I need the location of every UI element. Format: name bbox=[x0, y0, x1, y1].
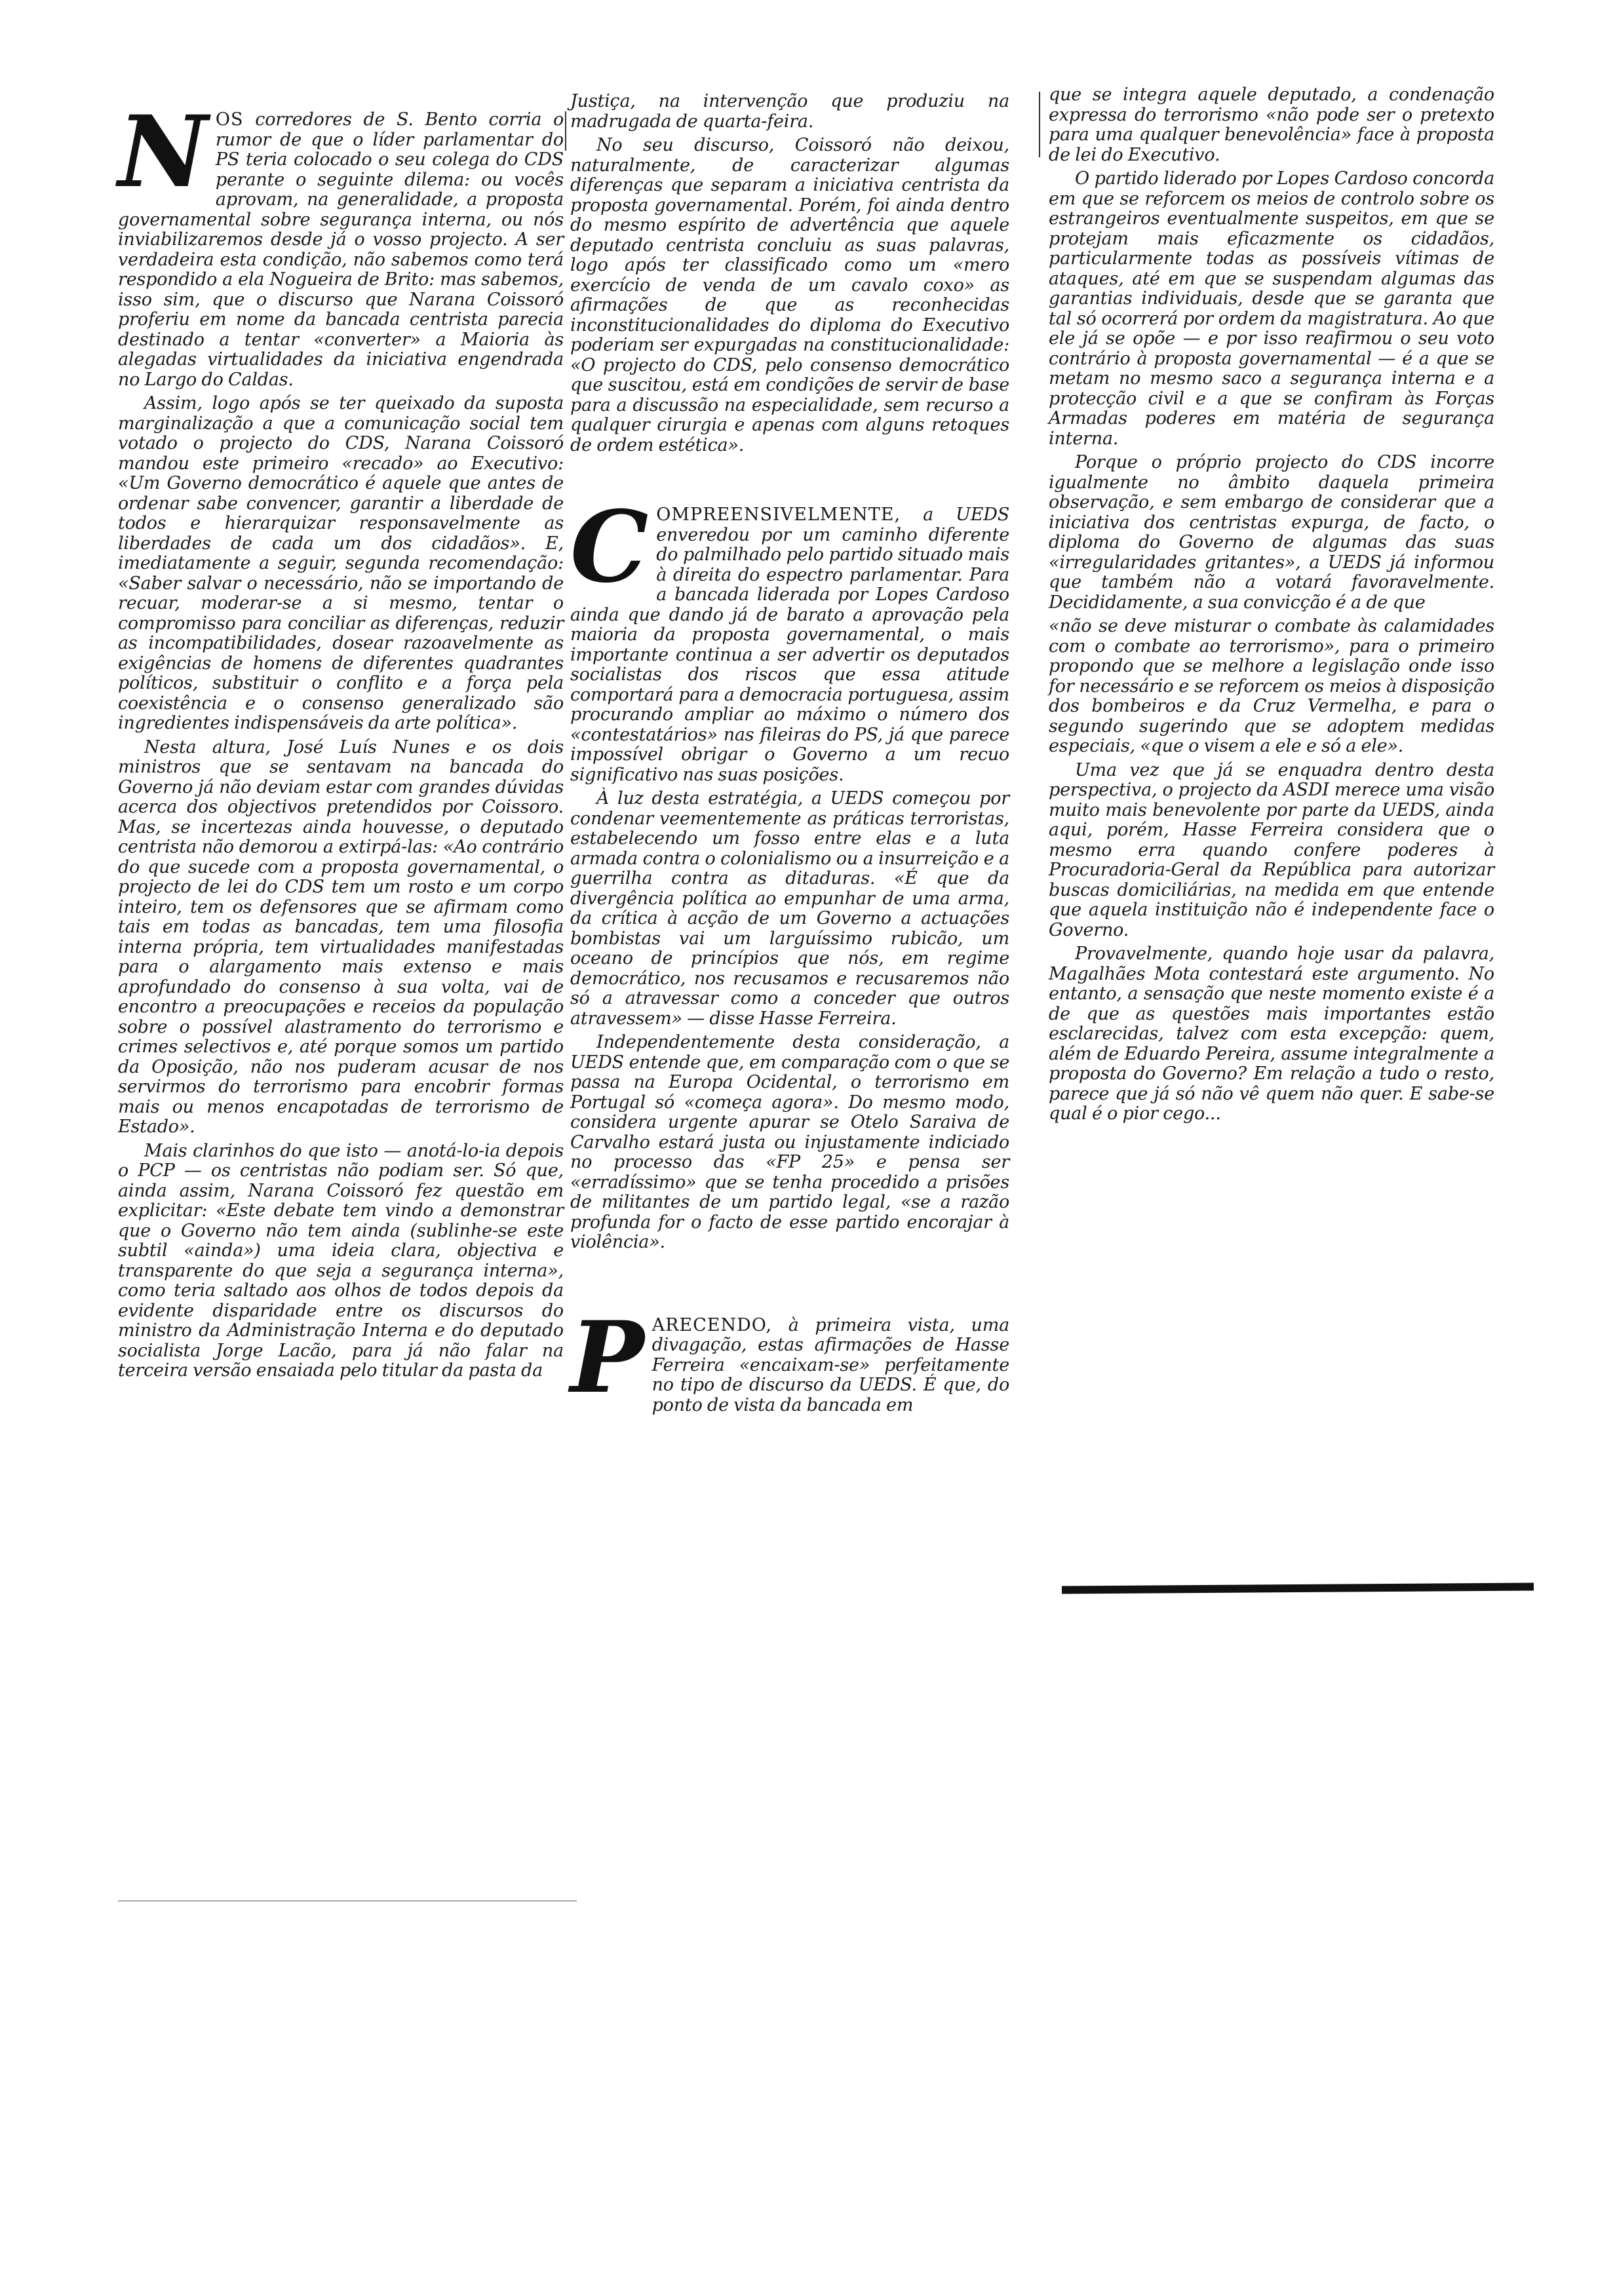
paragraph-text: à primeira vista, uma divagação, estas afirmações de Hasse Ferreira «encaixam-se» perfeitamente no tipo de discurso da UEDS. É que, do ponto de vista da bancada em bbox=[652, 1314, 1009, 1415]
paragraph: Provavelmente, quando hoje usar da palavra, Magalhães Mota contestará este argumento. No entanto, a sensação que neste momento existe é a de que as questões mais importantes estão esclarecidas, talvez com esta excepção: quem, além de Eduardo Pereira, assume integralmente a proposta do Governo? Em relação a tudo o resto, parece que já só não vê quem não quer. E sabe-se qual é o pior cego... bbox=[1049, 944, 1494, 1124]
drop-cap: C bbox=[570, 489, 649, 605]
column-2 bbox=[570, 92, 1009, 1419]
paragraph: No seu discurso, Coissoró não deixou, naturalmente, de caracterizar algumas diferenças que separam a iniciativa centrista da proposta governamental. Porém, foi ainda dentro do mesmo espírito de advertência que aquele deputado centrista concluiu as suas palavras, logo após ter classificado como um «mero exercício de venda de um cavalo coxo» as afirmações de que as reconhecidas inconstitucionalidades do diploma do Executivo poderiam ser expurgadas na constitucionalidade: «O projecto do CDS, pelo consenso democrático que suscitou, está em condições de servir de base para a discussão na especialidade, sem recurso a qualquer cirurgia e apenas com alguns retoques de ordem estética». bbox=[570, 135, 1009, 455]
end-rule bbox=[1062, 1582, 1534, 1594]
lead-in: OMPREENSIVELMENTE, bbox=[656, 505, 901, 525]
paragraph bbox=[118, 94, 564, 390]
paragraph bbox=[570, 489, 1009, 785]
paragraph: Assim, logo após se ter queixado da suposta marginalização a que a comunicação social tem votado o projecto do CDS, Narana Coissoró mandou este primeiro «recado» ao Executivo: «Um Governo democrático é aquele que antes de ordenar sabe convencer, garantir a liberdade de todos e hierarquizar responsavelmente as liberdades de cada um dos cidadãos». E, imediatamente a seguir, segunda recomendação: «Saber salvar o necessário, não se importando de recuar, moderar-se a si mesmo, tentar o compromisso para conciliar as diferenças, reduzir as incompatibilidades, dosear razoavelmente as exigências de homens de diferentes quadrantes políticos, substituir o conflito e a força pela coexistência e o consenso generalizado são ingredientes indispensáveis da arte política». bbox=[118, 393, 564, 733]
column-1 bbox=[118, 94, 564, 1385]
paragraph: que se integra aquele deputado, a condenação expressa do terrorismo «não pode ser o pretexto para uma qualquer benevolência» face à proposta de lei do Executivo. bbox=[1049, 85, 1494, 165]
paragraph: Mais clarinhos do que isto — anotá-lo-ia depois o PCP — os centristas não podiam ser. Só que, ainda assim, Narana Coissoró fez questão em explicitar: «Este debate tem vindo a demonstrar que o Governo não tem ainda (sublinhe-se este subtil «ainda») uma ideia clara, objectiva e transparente do que seja a segurança interna», como teria saltado aos olhos de todos depois da evidente disparidade entre os discursos do ministro da Administração Interna e do deputado socialista Jorge Lacão, para já não falar na terceira versão ensaiada pelo titular da pasta da bbox=[118, 1140, 564, 1381]
paragraph bbox=[570, 1299, 1009, 1416]
drop-cap: N bbox=[118, 94, 208, 210]
paragraph-text: corredores de S. Bento corria o rumor de que o líder parlamentar do PS teria colocado o seu colega do CDS perante o seguinte dilema: ou vocês aprovam, na generalidade, a proposta governamental sobre segurança interna, ou nós inviabilizaremos desde já o vosso projecto. A ser verdadeira esta condição, não sabemos como terá respondido a ela Nogueira de Brito: mas sabemos, isso sim, que o discurso que Narana Coissoró proferiu em nome da bancada centrista parecia destinado a tentar «converter» a Maioria às alegadas virtualidades da iniciativa engendrada no Largo do Caldas. bbox=[118, 109, 564, 390]
paragraph: Uma vez que já se enquadra dentro desta perspectiva, o projecto da ASDI merece uma visão muito mais benevolente por parte da UEDS, ainda aqui, porém, Hasse Ferreira considera que o mesmo erra quando confere poderes à Procuradoria-Geral da República para autorizar buscas domiciliárias, na medida em que entende que aquela instituição não é independente face o Governo. bbox=[1049, 759, 1494, 940]
drop-cap: P bbox=[570, 1299, 644, 1415]
paragraph: Porque o próprio projecto do CDS incorre igualmente no âmbito daquela primeira observação, e sem embargo de considerar que a iniciativa dos centristas expurga, de facto, o diploma do Governo de algumas das suas «irregularidades gritantes», a UEDS já informou que também não a votará favoravelmente. Decididamente, a sua convicção é a de que bbox=[1049, 452, 1494, 613]
lead-in: ARECENDO, bbox=[652, 1314, 772, 1335]
lead-in: OS bbox=[215, 109, 244, 130]
scan-edge bbox=[118, 1900, 577, 1902]
paragraph-text: a UEDS enveredou por um caminho diferente do palmilhado pelo partido situado mais à direita do espectro parlamentar. Para a bancada liderada por Lopes Cardoso ainda que dando já de barato a aprovação pela maioria da proposta governamental, o mais importante continua a ser advertir os deputados socialistas dos riscos que essa atitude comportará para a democracia portuguesa, assim procurando ampliar ao máximo o número dos «contestatários» nas fileiras do PS, já que parece impossível obrigar o Governo a um recuo significativo nas suas posições. bbox=[570, 505, 1009, 785]
paragraph: O partido liderado por Lopes Cardoso concorda em que se reforcem os meios de controlo sobre os estrangeiros eventualmente suspeitos, em que se protejam mais eficazmente os cidadãos, particularmente todas as possíveis vítimas de ataques, até em que se suspendam algumas das garantias individuais, desde que se garanta que tal só ocorrerá por ordem da magistratura. Ao que ele já se opõe — e por isso reafirmou o seu voto contrário à proposta governamental — é a que se metam no mesmo saco a segurança interna e a protecção civil e a que se confiram às Forças Armadas poderes em matéria de segurança interna. bbox=[1049, 168, 1494, 449]
paragraph: Nesta altura, José Luís Nunes e os dois ministros que se sentavam na bancada do Governo já não deviam estar com grandes dúvidas acerca dos objectivos pretendidos por Coissoro. Mas, se incertezas ainda houvesse, o deputado centrista não demorou a extirpá-las: «Ao contrário do que sucede com a proposta governamental, o projecto de lei do CDS tem um rosto e um corpo inteiro, tem os defensores que se afirmam como tais em todas as bancadas, tem uma filosofia interna própria, tem virtualidades manifestadas para o alargamento mais extenso e mais aprofundado do consenso à sua volta, vai de encontro a preocupações e receios da população sobre o possível alastramento do terrorismo e crimes selectivos e, até porque somos um partido da Oposição, não nos puderam acusar de nos servirmos do terrorismo para encobrir formas mais ou menos encapotadas de terrorismo de Estado». bbox=[118, 737, 564, 1137]
paragraph: «não se deve misturar o combate às calamidades com o combate ao terrorismo», para o primeiro propondo que se melhore a legislação onde isso for necessário e se reforcem os meios à disposição dos bombeiros e da Cruz Vermelha, e para o segundo sugerindo que se adoptem medidas especiais, «que o visem a ele e só a ele». bbox=[1049, 616, 1494, 756]
paragraph: À luz desta estratégia, a UEDS começou por condenar veementemente as práticas terroristas, estabelecendo um fosso entre elas e a luta armada contra o colonialismo ou a insurreição e a guerrilha contra as ditaduras. «É que da divergência política ao empunhar de uma arma, da crítica à acção de um Governo a actuações bombistas vai um larguíssimo rubicão, um oceano de princípios que nós, em regime democrático, nos recusamos e recusaremos não só a atravessar como a conceder que outros atravessem» — disse Hasse Ferreira. bbox=[570, 788, 1009, 1029]
paragraph: Justiça, na intervenção que produziu na madrugada de quarta-feira. bbox=[570, 91, 1009, 132]
paragraph: Independentemente desta consideração, a UEDS entende que, em comparação com o que se passa na Europa Ocidental, o terrorismo em Portugal só «começa agora». Do mesmo modo, considera urgente apurar se Otelo Saraiva de Carvalho estará justa ou injustamente indiciado no processo das «FP 25» e pensa ser «erradíssimo» que se tenha procedido a prisões de militantes de um partido legal, «se a razão profunda for o facto de esse partido encorajar à violência». bbox=[570, 1032, 1009, 1252]
column-divider bbox=[565, 111, 566, 151]
column-3 bbox=[1049, 85, 1494, 1128]
column-divider bbox=[1039, 92, 1040, 157]
